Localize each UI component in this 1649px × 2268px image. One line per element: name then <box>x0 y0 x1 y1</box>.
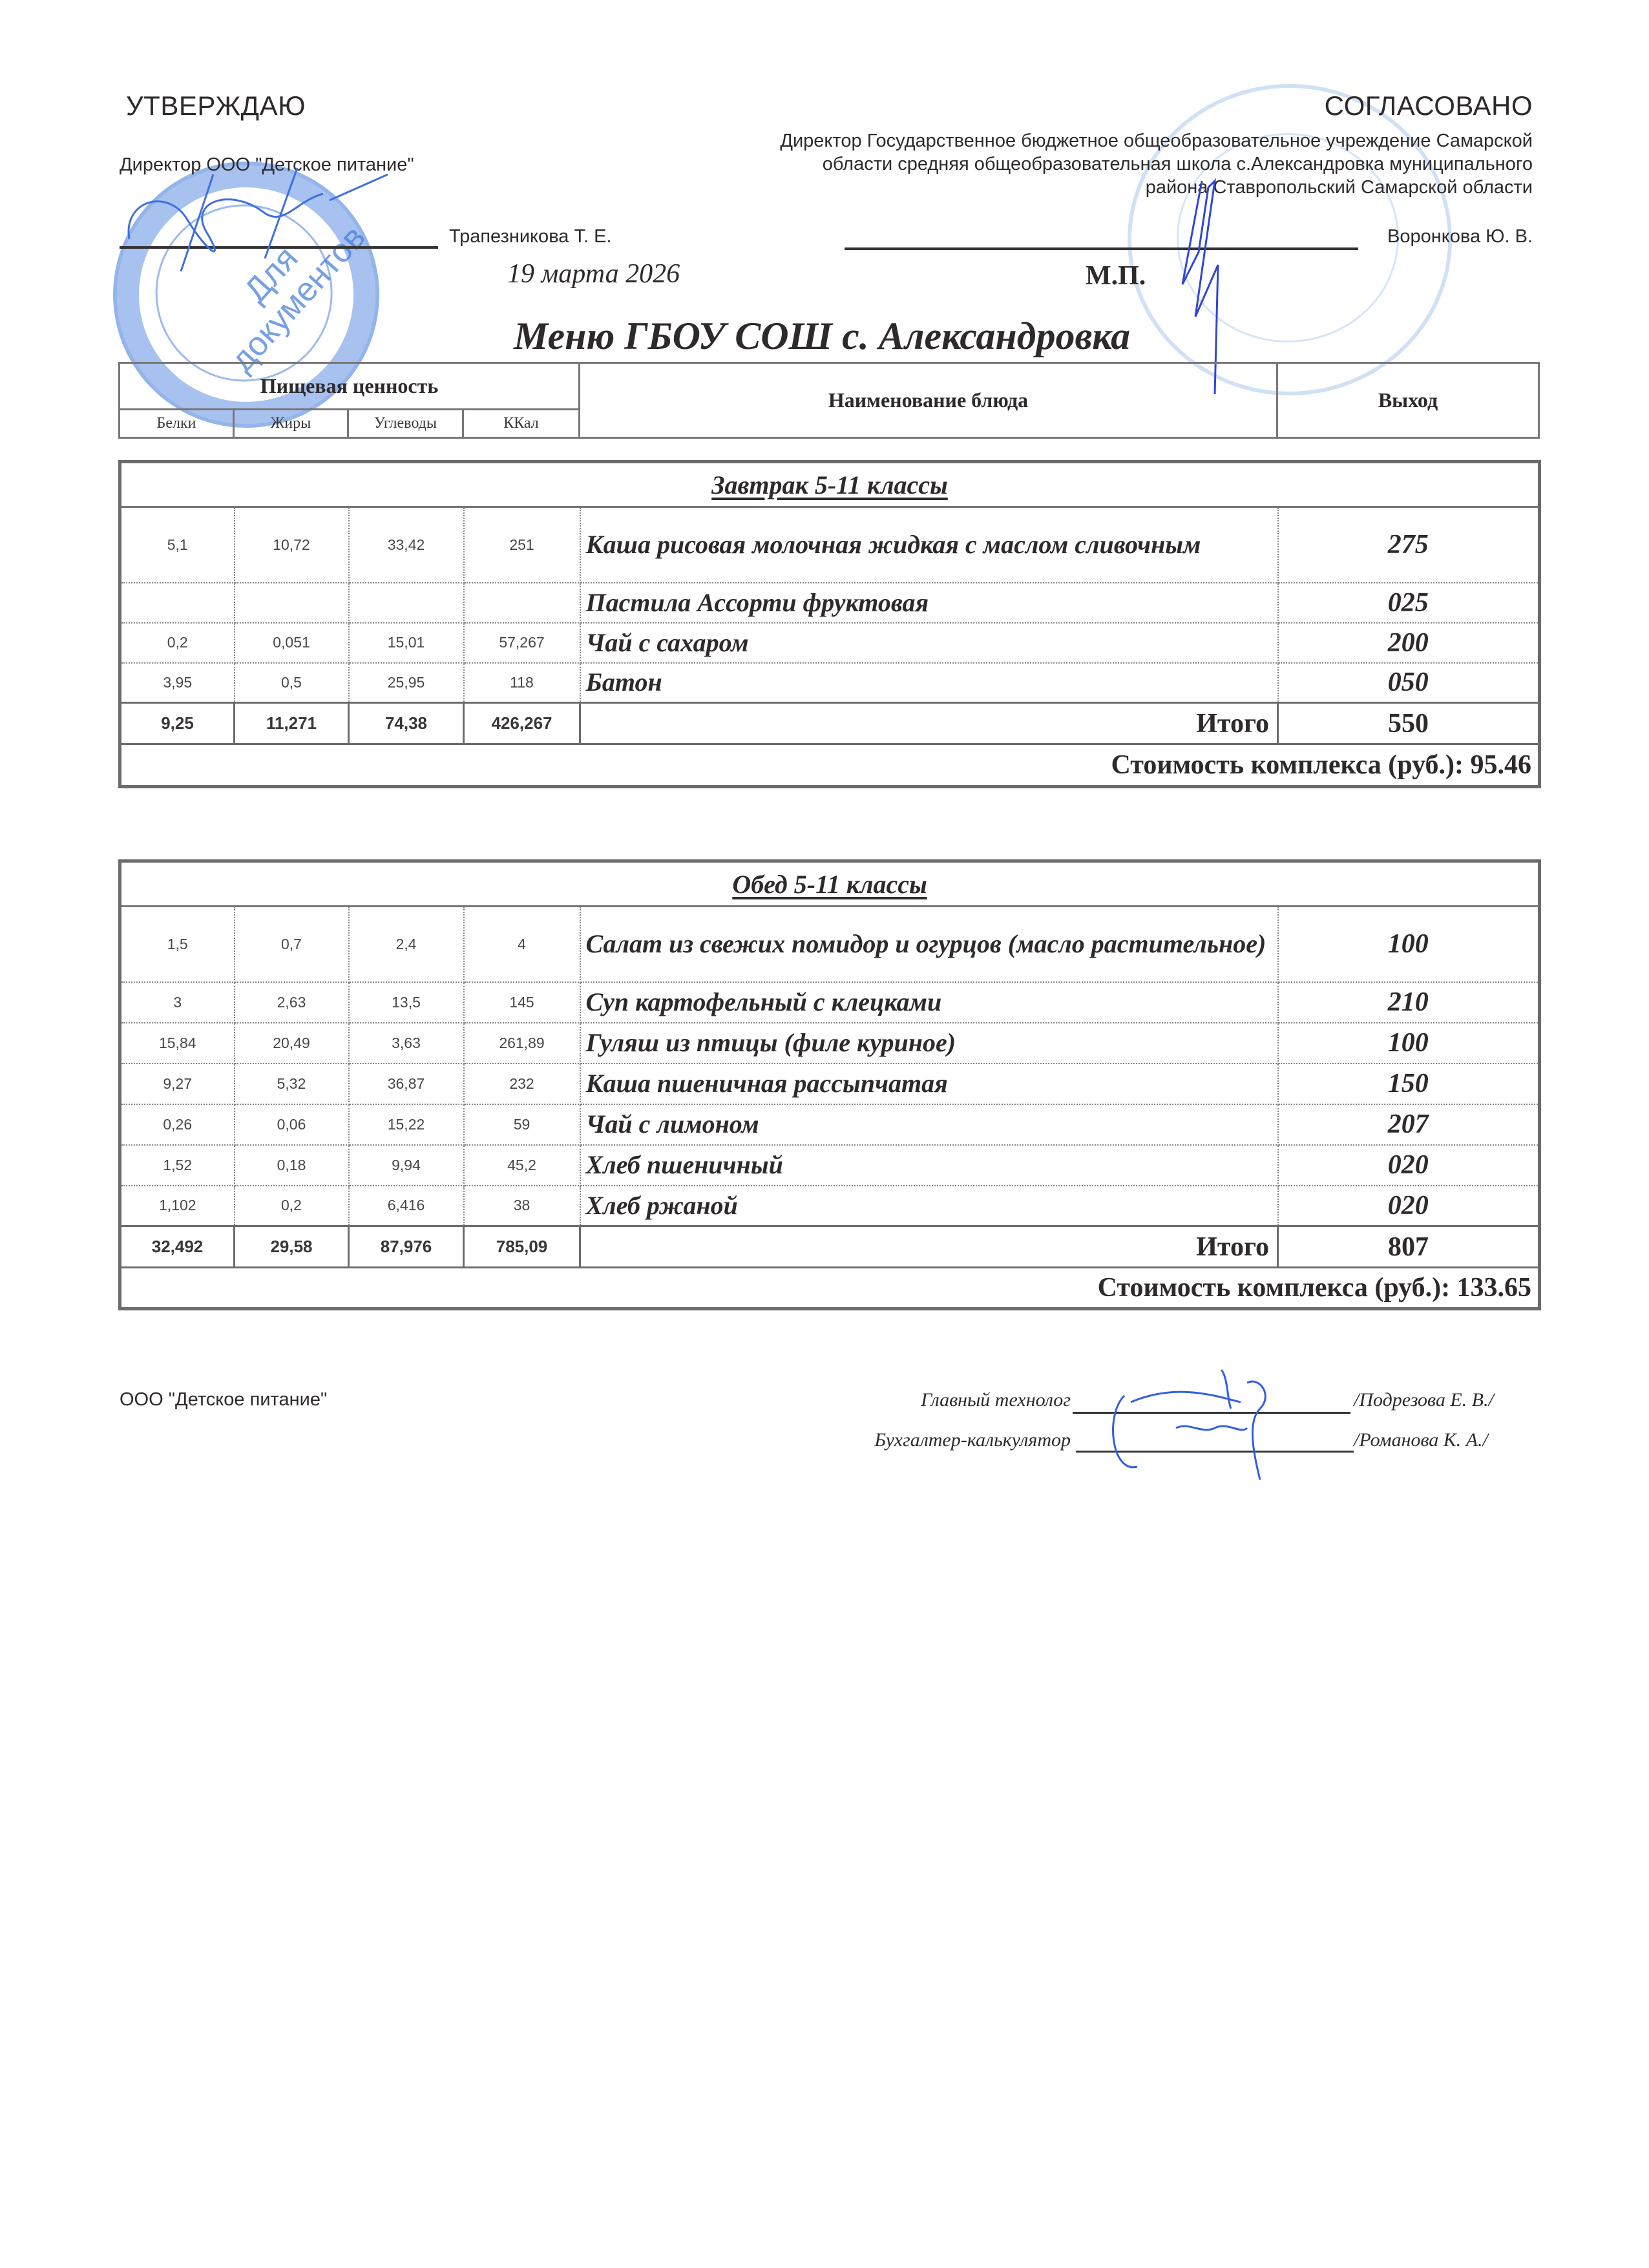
table-row <box>120 1104 1540 1145</box>
protein-cell: 9,27 <box>120 1064 235 1104</box>
kcal-cell <box>464 583 580 623</box>
protein-cell: 1,52 <box>120 1145 235 1186</box>
fat-cell: 5,32 <box>235 1064 349 1104</box>
carbs-header: Углеводы <box>348 410 463 438</box>
dish-cell: Чай с сахаром <box>580 623 1278 663</box>
accountant-name: /Романова К. А./ <box>1354 1429 1488 1451</box>
nutrition-group-header: Пищевая ценность <box>120 363 580 410</box>
kcal-header: ККал <box>463 410 580 438</box>
approve-heading: УТВЕРЖДАЮ <box>126 90 306 121</box>
kcal-cell: 261,89 <box>464 1023 580 1064</box>
yield-cell: 020 <box>1387 1190 1429 1221</box>
fat-cell <box>235 583 349 623</box>
protein-cell: 3 <box>120 982 235 1023</box>
table-row <box>120 1064 1540 1104</box>
table-row <box>120 583 1540 623</box>
agreed-signature-line <box>845 247 1358 250</box>
table-row <box>120 907 1540 982</box>
dish-cell: Пастила Ассорти фруктовая <box>580 583 1278 623</box>
yield-cell: 275 <box>1278 507 1540 583</box>
total-row <box>120 703 1540 744</box>
dish-cell: Хлеб пшеничный <box>580 1145 1278 1186</box>
document-title: Меню ГБОУ СОШ с. Александровка <box>514 315 1131 357</box>
protein-cell: 1,5 <box>120 907 235 982</box>
table-row <box>120 1145 1540 1186</box>
fat-cell: 2,63 <box>235 982 349 1023</box>
yield-cell: 100 <box>1278 1023 1540 1064</box>
kcal-cell: 38 <box>464 1186 580 1226</box>
kcal-cell: 118 <box>464 663 580 703</box>
agreed-name: Воронкова Ю. В. <box>1387 226 1533 247</box>
total-label: Итого <box>580 703 1278 744</box>
fat-cell: 10,72 <box>235 507 349 583</box>
kcal-cell: 45,2 <box>464 1145 580 1186</box>
dish-name-header: Наименование блюда <box>580 363 1277 438</box>
approver-signature-line <box>120 246 438 249</box>
accountant-role: Бухгалтер-калькулятор <box>874 1429 1071 1451</box>
carbs-cell: 25,95 <box>349 663 464 703</box>
fat-cell: 0,2 <box>235 1186 349 1226</box>
breakfast-cost: Стоимость комплекса (руб.): 95.46 <box>1111 750 1531 780</box>
protein-cell <box>120 583 235 623</box>
total-protein: 32,492 <box>120 1226 235 1268</box>
protein-cell: 5,1 <box>120 507 235 583</box>
table-row <box>120 1186 1540 1226</box>
fat-cell: 0,18 <box>235 1145 349 1186</box>
agreed-position-line-3: района Ставропольский Самарской области <box>1145 177 1533 198</box>
yield-cell: 100 <box>1278 907 1540 982</box>
total-fat: 11,271 <box>235 703 349 744</box>
table-row <box>120 1023 1540 1064</box>
lunch-title: Обед 5-11 классы <box>120 861 1540 907</box>
dish-cell: Каша рисовая молочная жидкая с маслом сливочным <box>580 507 1278 583</box>
carbs-cell: 36,87 <box>349 1064 464 1104</box>
footer-signatures <box>1098 1357 1305 1486</box>
total-carbs: 87,976 <box>349 1226 464 1268</box>
dish-cell: Батон <box>580 663 1278 703</box>
protein-cell: 3,95 <box>120 663 235 703</box>
total-carbs: 74,38 <box>349 703 464 744</box>
approval-date: 19 марта 2026 <box>507 259 680 289</box>
fat-cell: 20,49 <box>235 1023 349 1064</box>
lunch-cost: Стоимость комплекса (руб.): 133.65 <box>1097 1273 1532 1303</box>
chief-technologist-name: /Подрезова Е. В./ <box>1354 1389 1494 1411</box>
table-row <box>120 623 1540 663</box>
protein-cell: 0,26 <box>120 1104 235 1145</box>
carbs-cell: 6,416 <box>349 1186 464 1226</box>
kcal-cell: 4 <box>464 907 580 982</box>
fat-cell: 0,5 <box>235 663 349 703</box>
yield-cell: 200 <box>1278 623 1540 663</box>
protein-header: Белки <box>120 410 234 438</box>
yield-header: Выход <box>1277 363 1539 438</box>
fat-cell: 0,051 <box>235 623 349 663</box>
stamp-text: Для документов <box>223 218 373 379</box>
yield-cell: 020 <box>1278 1145 1540 1186</box>
carbs-cell: 33,42 <box>349 507 464 583</box>
carbs-cell: 9,94 <box>349 1145 464 1186</box>
total-row <box>120 1226 1540 1268</box>
yield-cell: 207 <box>1278 1104 1540 1145</box>
dish-cell: Хлеб ржаной <box>580 1186 1278 1226</box>
protein-cell: 0,2 <box>120 623 235 663</box>
dish-cell: Чай с лимоном <box>580 1104 1278 1145</box>
agreed-heading: СОГЛАСОВАНО <box>1324 90 1533 121</box>
carbs-cell <box>349 583 464 623</box>
approver-position: Директор ООО "Детское питание" <box>120 154 414 175</box>
chief-technologist-signature-line <box>1073 1412 1350 1414</box>
table-row <box>120 507 1540 583</box>
carbs-cell: 2,4 <box>349 907 464 982</box>
approver-name: Трапезникова Т. Е. <box>449 226 612 247</box>
footer-company: ООО "Детское питание" <box>120 1389 328 1410</box>
total-kcal: 426,267 <box>464 703 580 744</box>
dish-cell: Салат из свежих помидор и огурцов (масло растительное) <box>580 907 1278 982</box>
kcal-cell: 57,267 <box>464 623 580 663</box>
total-yield: 807 <box>1278 1226 1540 1268</box>
kcal-cell: 145 <box>464 982 580 1023</box>
fat-cell: 0,7 <box>235 907 349 982</box>
total-yield: 550 <box>1278 703 1540 744</box>
dish-cell: Суп картофельный с клецками <box>580 982 1278 1023</box>
breakfast-section <box>118 460 1541 788</box>
protein-cell: 15,84 <box>120 1023 235 1064</box>
director-signature <box>116 162 414 278</box>
breakfast-title: Завтрак 5-11 классы <box>120 462 1540 507</box>
yield-cell: 150 <box>1278 1064 1540 1104</box>
total-kcal: 785,09 <box>464 1226 580 1268</box>
accountant-signature-line <box>1076 1451 1354 1453</box>
table-row <box>120 663 1540 703</box>
seal-mark: М.П. <box>1086 261 1146 291</box>
protein-cell: 1,102 <box>120 1186 235 1226</box>
dish-cell: Гуляш из птицы (филе куриное) <box>580 1023 1278 1064</box>
agreed-position-line-2: области средняя общеобразовательная школа с.Александровка муниципального <box>822 154 1533 174</box>
total-fat: 29,58 <box>235 1226 349 1268</box>
kcal-cell: 251 <box>464 507 580 583</box>
kcal-cell: 59 <box>464 1104 580 1145</box>
dish-cell: Каша пшеничная рассыпчатая <box>580 1064 1278 1104</box>
yield-cell: 210 <box>1278 982 1540 1023</box>
menu-header-table <box>118 362 1540 439</box>
total-protein: 9,25 <box>120 703 235 744</box>
yield-cell: 050 <box>1387 667 1429 698</box>
fat-cell: 0,06 <box>235 1104 349 1145</box>
total-label: Итого <box>580 1226 1278 1268</box>
kcal-cell: 232 <box>464 1064 580 1104</box>
yield-cell: 025 <box>1278 583 1540 623</box>
lunch-section <box>118 859 1541 1310</box>
chief-technologist-role: Главный технолог <box>921 1389 1071 1411</box>
carbs-cell: 15,22 <box>349 1104 464 1145</box>
agreed-position-line-1: Директор Государственное бюджетное общеобразовательное учреждение Самарской <box>780 131 1533 151</box>
fat-header: Жиры <box>234 410 348 438</box>
table-row <box>120 982 1540 1023</box>
agreed-position <box>780 129 1533 199</box>
carbs-cell: 3,63 <box>349 1023 464 1064</box>
carbs-cell: 15,01 <box>349 623 464 663</box>
carbs-cell: 13,5 <box>349 982 464 1023</box>
